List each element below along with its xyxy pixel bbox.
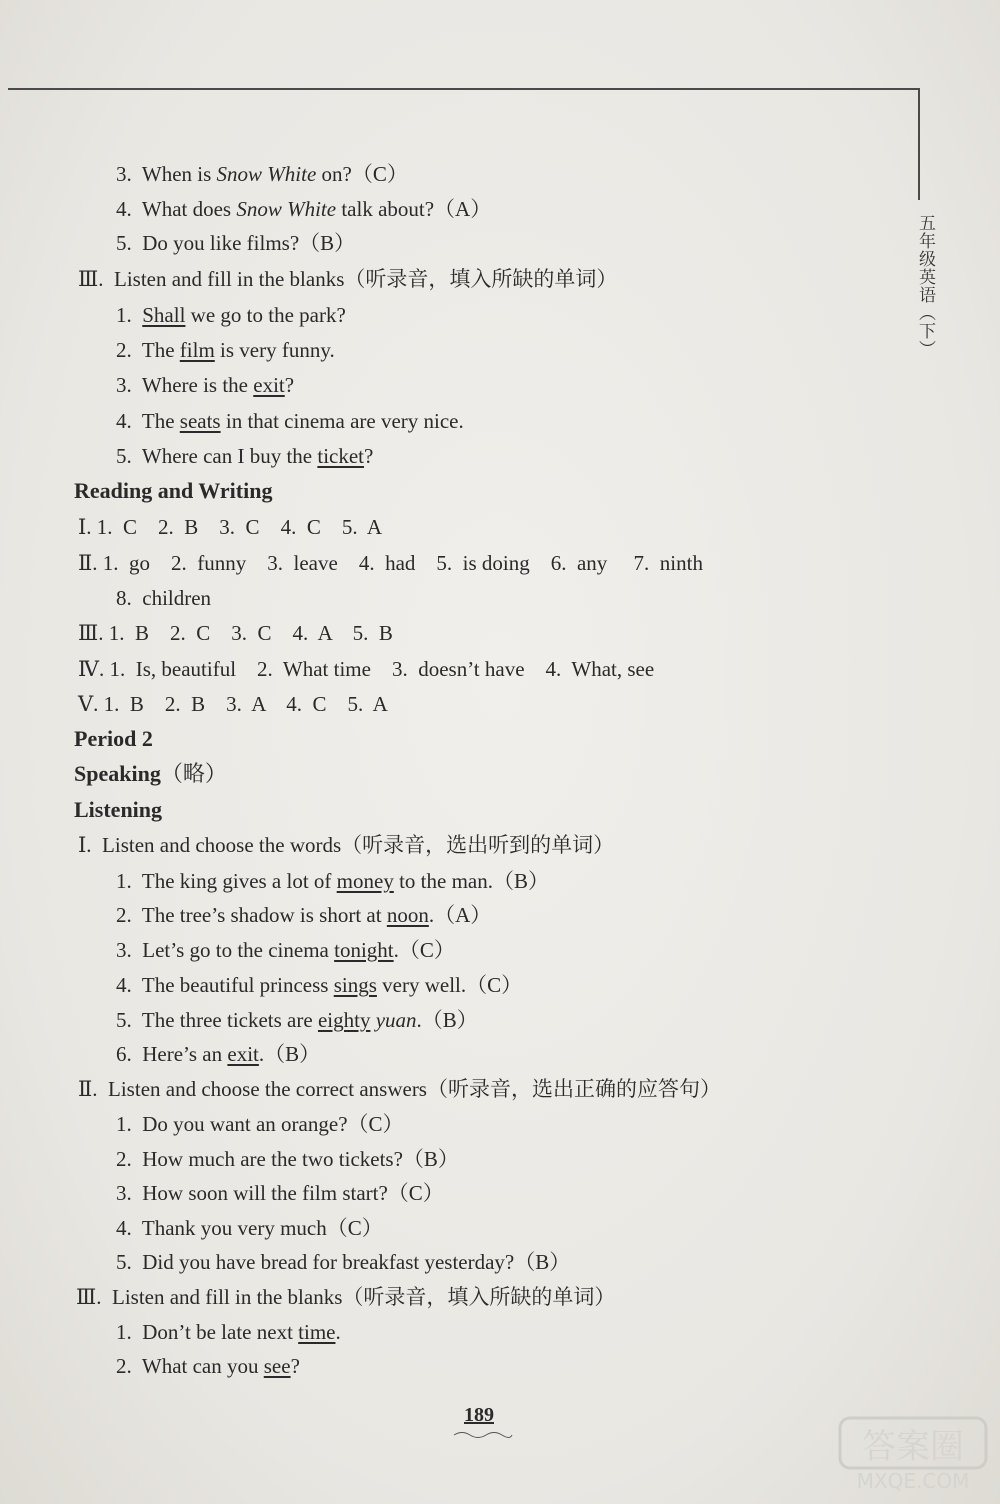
page-number-ornament xyxy=(452,1430,514,1440)
section-heading xyxy=(74,796,162,824)
answer-line xyxy=(116,936,455,964)
header-rule xyxy=(8,88,920,90)
line-text: ? xyxy=(364,444,374,468)
italic-text: Snow White xyxy=(236,197,337,221)
line-text: 2. The tree’s shadow is short at xyxy=(116,903,387,927)
line-text: （略） xyxy=(160,761,227,786)
line-text: Period 2 xyxy=(74,726,153,751)
filled-blank-word: Shall xyxy=(142,303,186,327)
line-text: 5. The three tickets are xyxy=(116,1008,318,1032)
answer-line xyxy=(116,1006,478,1034)
answer-line xyxy=(116,195,491,223)
line-text: Speaking xyxy=(74,761,161,786)
line-text: Ⅲ. 1. B 2. C 3. C 4. A 5. B xyxy=(78,621,393,645)
line-text: Ⅰ. 1. C 2. B 3. C 4. C 5. A xyxy=(78,515,383,539)
answer-line xyxy=(116,1352,300,1380)
line-text: Listening xyxy=(74,797,163,822)
line-text: .（B） xyxy=(258,1042,321,1066)
line-text: 3. Let’s go to the cinema xyxy=(116,938,335,962)
line-text: 2. The xyxy=(116,338,180,362)
line-text: 1. The king gives a lot of xyxy=(116,869,337,893)
filled-blank-word: ticket xyxy=(317,444,365,468)
filled-blank-word: exit xyxy=(253,373,285,397)
line-text: Ⅲ. Listen and fill in the blanks（听录音，填入所缺的单词） xyxy=(78,267,618,291)
line-text: 3. When is xyxy=(116,162,217,186)
answer-line xyxy=(78,265,617,293)
answer-line xyxy=(78,1075,721,1103)
answer-line xyxy=(116,1248,570,1276)
line-text: 2. What can you xyxy=(116,1354,264,1378)
line-text: 4. The xyxy=(116,409,180,433)
answer-line xyxy=(116,1110,404,1138)
watermark-site: MXQE.COM xyxy=(856,1469,970,1493)
line-text: 8. children xyxy=(116,586,212,610)
line-text: talk about?（A） xyxy=(336,197,492,221)
answer-line xyxy=(78,513,382,541)
line-text: to the man.（B） xyxy=(393,869,549,893)
answer-line xyxy=(116,160,408,188)
answer-line xyxy=(78,655,654,683)
line-text: Ⅳ. 1. Is, beautiful 2. What time 3. doesn’t have 4. What, see xyxy=(78,657,655,681)
filled-blank-word: sings xyxy=(333,973,377,997)
side-rule xyxy=(918,88,920,200)
line-text: ? xyxy=(290,1354,300,1378)
answer-line xyxy=(116,336,335,364)
line-text: 2. How much are the two tickets?（B） xyxy=(116,1147,459,1171)
line-text: Ⅱ. Listen and choose the correct answers（听录音，选出正确的应答句） xyxy=(78,1077,721,1101)
watermark-logo xyxy=(838,1414,988,1494)
filled-blank-word: seats xyxy=(179,409,221,433)
line-text: in that cinema are very nice. xyxy=(220,409,464,433)
answer-line xyxy=(116,407,464,435)
answer-line xyxy=(116,371,294,399)
line-text: very well.（C） xyxy=(376,973,523,997)
filled-blank-word: noon xyxy=(386,903,429,927)
line-text: ? xyxy=(284,373,295,397)
line-text: 5. Where can I buy the xyxy=(116,444,318,468)
filled-blank-word: eighty xyxy=(317,1008,371,1032)
answer-line xyxy=(116,584,211,612)
line-text: 3. How soon will the film start?（C） xyxy=(116,1181,444,1205)
answer-line xyxy=(116,1145,459,1173)
filled-blank-word: money xyxy=(336,869,394,893)
filled-blank-word: exit xyxy=(227,1042,259,1066)
line-text: 1. Do you want an orange?（C） xyxy=(116,1112,404,1136)
line-text: on?（C） xyxy=(316,162,408,186)
line-text: 4. The beautiful princess xyxy=(116,973,334,997)
answer-line xyxy=(76,1283,615,1311)
answer-line xyxy=(116,301,346,329)
filled-blank-word: tonight xyxy=(334,938,394,962)
line-text: .（B） xyxy=(416,1008,478,1032)
line-text: 6. Here’s an xyxy=(116,1042,228,1066)
answer-line xyxy=(116,1318,341,1346)
italic-text: yuan xyxy=(375,1008,417,1032)
line-text: Ⅰ. Listen and choose the words（听录音，选出听到的单词） xyxy=(78,833,615,857)
answer-line xyxy=(116,867,549,895)
answer-line xyxy=(116,971,522,999)
section-heading xyxy=(74,477,272,505)
answer-line xyxy=(78,690,388,718)
line-text: we go to the park? xyxy=(185,303,346,327)
watermark-main: 答案圈 xyxy=(862,1427,964,1467)
line-text: . xyxy=(335,1320,341,1344)
line-text: Ⅴ. 1. B 2. B 3. A 4. C 5. A xyxy=(78,692,388,716)
line-text: 3. Where is the xyxy=(116,373,254,397)
section-heading xyxy=(74,725,153,753)
line-text: .（A） xyxy=(428,903,492,927)
answer-line xyxy=(116,1040,320,1068)
answer-line xyxy=(78,619,393,647)
italic-text: Snow White xyxy=(216,162,317,186)
answer-line xyxy=(116,442,373,470)
page-number: 189 xyxy=(464,1404,494,1426)
section-heading xyxy=(74,760,227,788)
filled-blank-word: time xyxy=(298,1320,336,1344)
line-text: 5. Did you have bread for breakfast yesterday?（B） xyxy=(116,1250,571,1274)
answer-line xyxy=(78,549,703,577)
line-text: Ⅱ. 1. go 2. funny 3. leave 4. had 5. is doing 6. any 7. ninth xyxy=(78,551,703,575)
answer-line xyxy=(116,1214,383,1242)
line-text: 1. Don’t be late next xyxy=(116,1320,299,1344)
line-text: Ⅲ. Listen and fill in the blanks（听录音，填入所缺的单词） xyxy=(76,1285,616,1309)
line-text: Reading and Writing xyxy=(74,478,273,503)
answer-line xyxy=(78,831,614,859)
answer-line xyxy=(116,901,491,929)
filled-blank-word: see xyxy=(263,1354,291,1378)
book-title-side-label: 五年级英语（下） xyxy=(915,214,935,358)
line-text: is very funny. xyxy=(214,338,335,362)
line-text: .（C） xyxy=(393,938,455,962)
line-text: 4. What does xyxy=(116,197,237,221)
filled-blank-word: film xyxy=(179,338,215,362)
line-text: 5. Do you like films?（B） xyxy=(116,231,356,255)
line-text: 1. xyxy=(116,303,143,327)
answer-line xyxy=(116,229,355,257)
answer-line xyxy=(116,1179,444,1207)
line-text: 4. Thank you very much（C） xyxy=(116,1216,383,1240)
